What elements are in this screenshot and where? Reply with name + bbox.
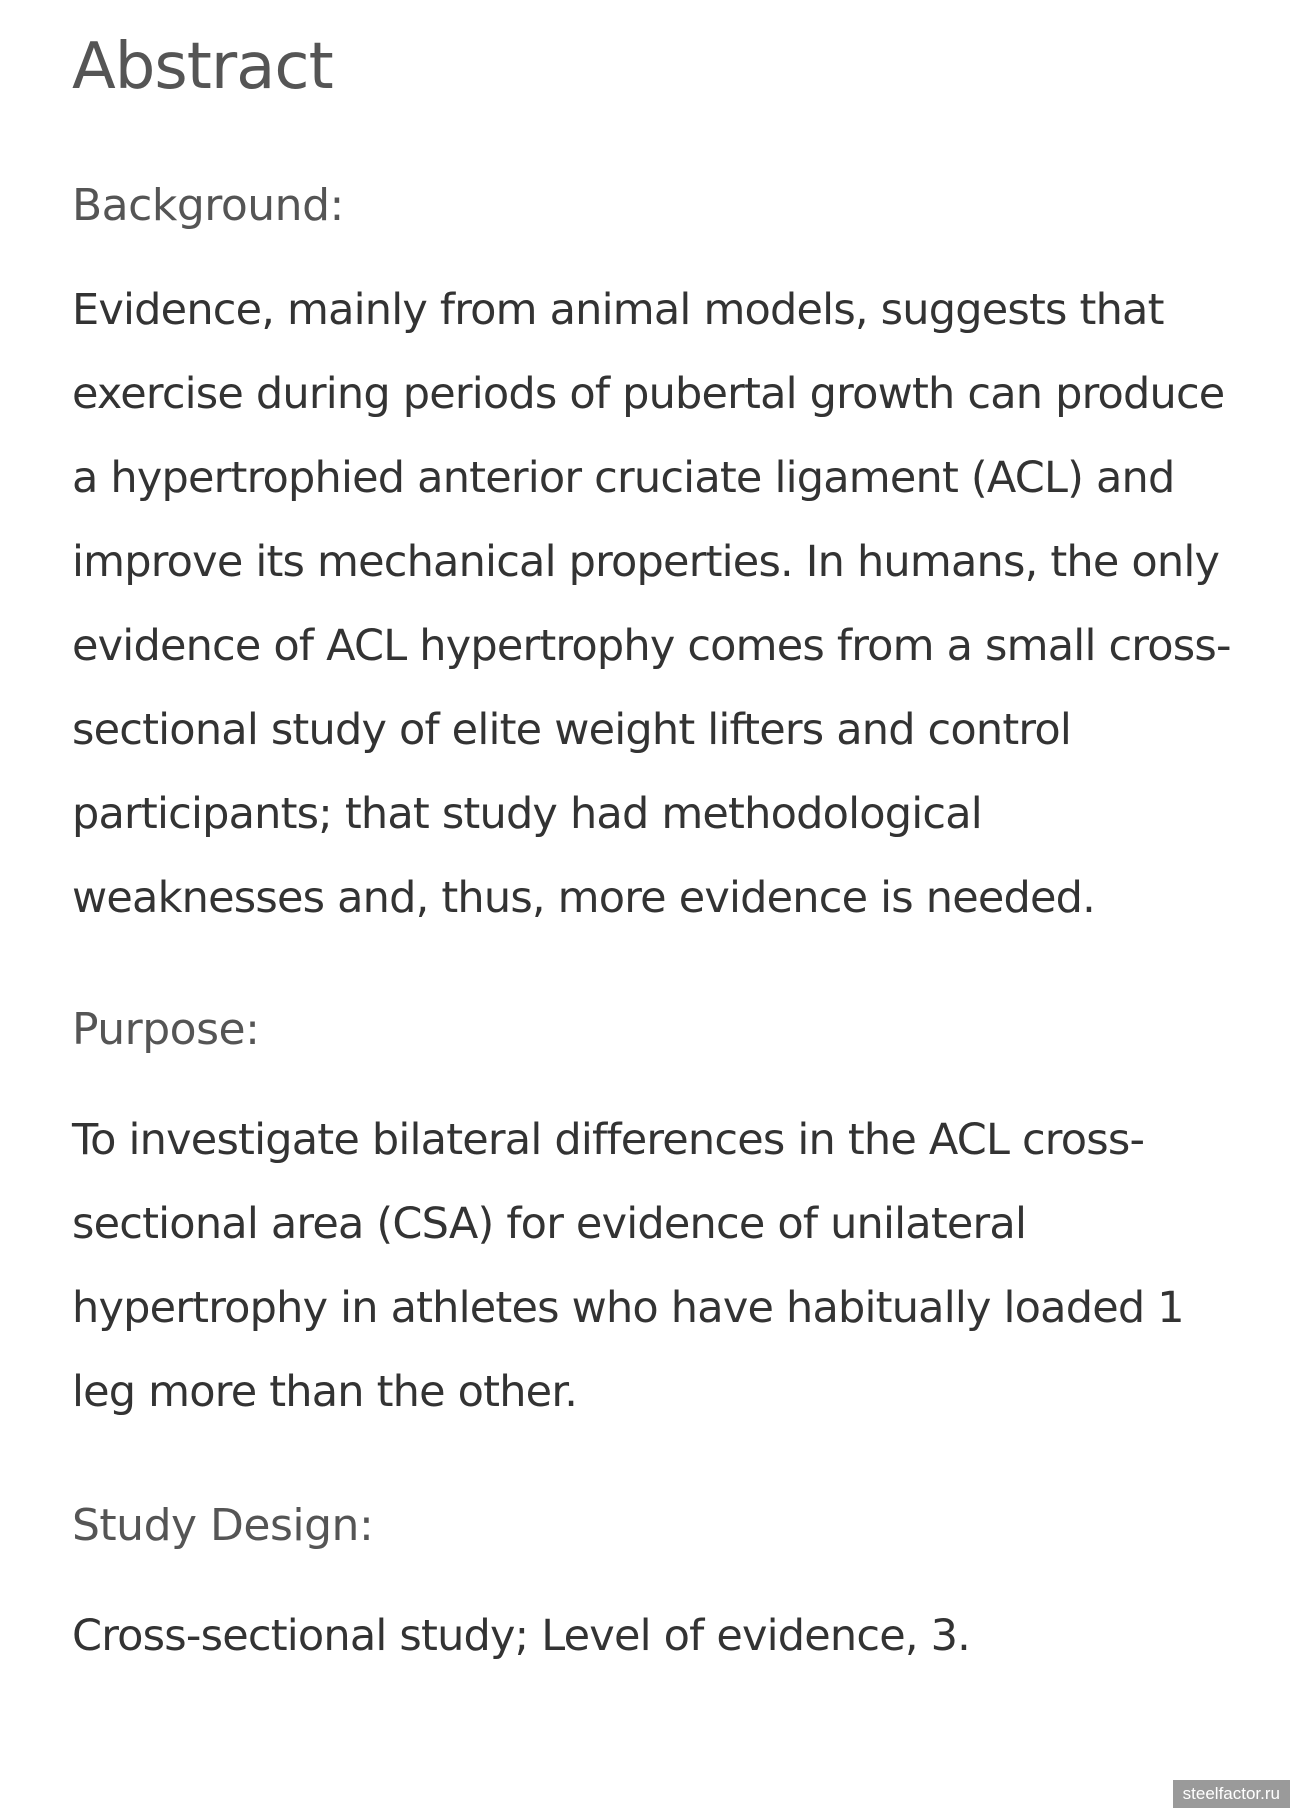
purpose-text: To investigate bilateral differences in the ACL cross-sectional area (CSA) for evidence of unilateral hypertrophy in athletes who have habitually loaded 1 leg more than the other. (72, 1115, 1184, 1417)
background-heading: Background: (72, 180, 344, 231)
watermark-label: steelfactor.ru (1173, 1780, 1290, 1808)
abstract-section (72, 24, 1242, 1678)
study-design-heading: Study Design: (72, 1500, 374, 1551)
study-design-text: Cross-sectional study; Level of evidence, 3. (72, 1611, 971, 1661)
purpose-heading: Purpose: (72, 1004, 260, 1055)
background-text: Evidence, mainly from animal models, suggests that exercise during periods of pubertal growth can produce a hypertrophied anterior cruciate ligament (ACL) and improve its mechanical properties. In humans, the only evidence of ACL hypertrophy comes from a small cross-sectional study of elite weight lifters and control participants; that study had methodological weaknesses and, thus, more evidence is needed. (72, 285, 1231, 923)
abstract-title: Abstract (72, 30, 333, 104)
